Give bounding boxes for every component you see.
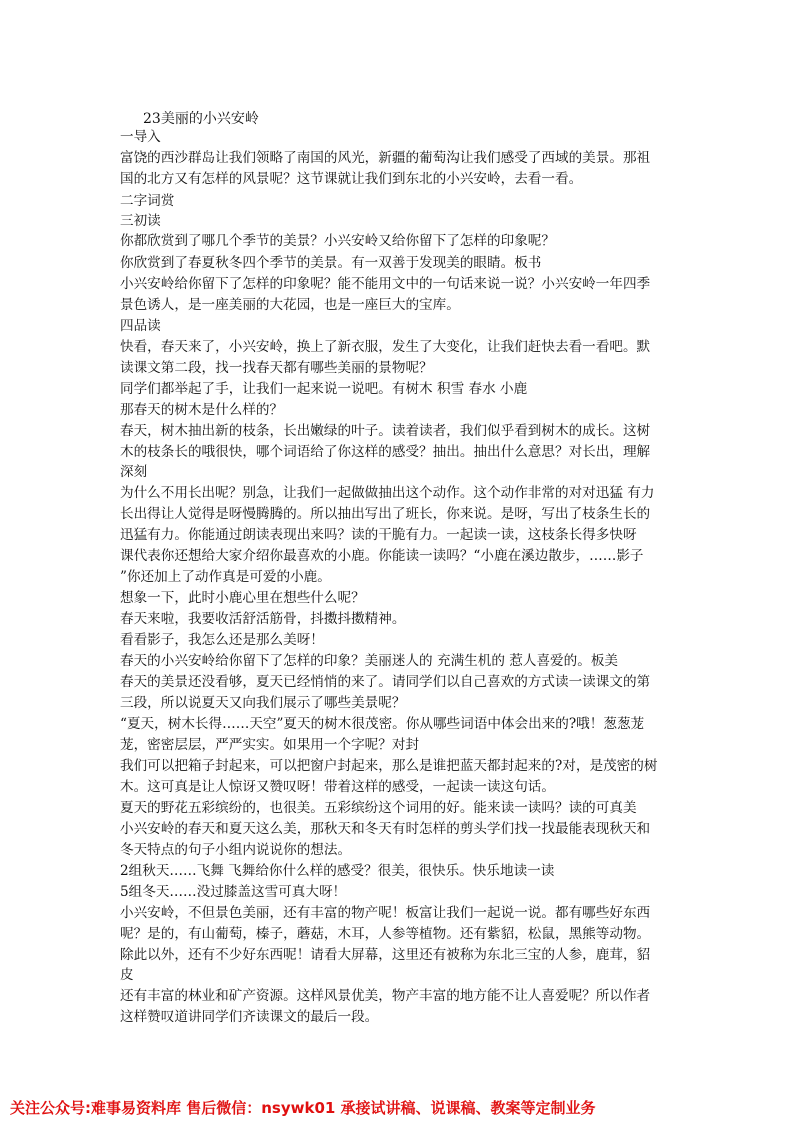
text-line: 你欣赏到了春夏秋冬四个季节的美景。有一双善于发现美的眼睛。板书 — [120, 255, 542, 271]
text-line: 我们可以把箱子封起来，可以把窗户封起来，那么是谁把蓝天都封起来的?对，是茂密的树 — [120, 758, 658, 774]
text-line: 春天来啦，我要收活舒活筋骨，抖擞抖擞精神。 — [120, 611, 406, 627]
text-line: 小兴安岭给你留下了怎样的印象呢？能不能用文中的一句话来说一说？小兴安岭一年四季 — [120, 276, 651, 292]
text-line: 呢？是的，有山葡萄，榛子，蘑菇，木耳，人参等植物。还有紫貂，松鼠，黑熊等动物。 — [120, 926, 651, 942]
text-line: 除此以外，还有不少好东西呢！请看大屏幕，这里还有被称为东北三宝的人参，鹿茸，貂 — [120, 947, 651, 963]
text-line: 迅猛有力。你能通过朗读表现出来吗？读的干脆有力。一起读一读，这枝条长得多快呀 — [120, 527, 637, 543]
text-line: “夏天，树木长得……天空”夏天的树木很茂密。你从哪些词语中体会出来的?哦！葱葱茏 — [120, 716, 645, 732]
text-line: 想象一下，此时小鹿心里在想些什么呢？ — [120, 590, 365, 606]
text-line: ”你还加上了动作真是可爱的小鹿。 — [120, 569, 331, 585]
text-line: 茏，密密层层，严严实实。如果用一个字呢？对封 — [120, 737, 420, 753]
text-line: 读课文第二段，找一找春天都有哪些美丽的景物呢？ — [120, 360, 433, 376]
text-line: 这样赞叹道讲同学们齐读课文的最后一段。 — [120, 1009, 379, 1025]
text-line: 深刻 — [120, 464, 148, 480]
text-line: 木的枝条长的哦很快，哪个词语给了你这样的感受？抽出。抽出什么意思？对长出，理解 — [120, 444, 651, 460]
text-line: 春天的小兴安岭给你留下了怎样的印象？美丽迷人的 充满生机的 惹人喜爱的。板美 — [120, 653, 619, 669]
footer-banner: 关注公众号:难事易资料库 售后微信：nsywk01 承接试讲稿、说课稿、教案等定制业务 — [10, 1099, 596, 1117]
text-line: 为什么不用长出呢？别急，让我们一起做做抽出这个动作。这个动作非常的对对迅猛 有力 — [120, 485, 655, 501]
text-line: 看看影子，我怎么还是那么美呀！ — [120, 632, 324, 648]
text-line: 木。这可真是让人惊讶又赞叹呀！带着这样的感受，一起读一读这句话。 — [120, 779, 555, 795]
text-line: 夏天的野花五彩缤纷的，也很美。五彩缤纷这个词用的好。能来读一读吗？读的可真美 — [120, 800, 637, 816]
text-line: 课代表你还想给大家介绍你最喜欢的小鹿。你能读一读吗？“小鹿在溪边散步，……影子 — [120, 548, 644, 564]
text-line: 皮 — [120, 967, 134, 983]
section-heading: 四品读 — [120, 318, 161, 334]
text-line: 富饶的西沙群岛让我们领略了南国的风光，新疆的葡萄沟让我们感受了西域的美景。那祖 — [120, 150, 651, 166]
text-line: 同学们都举起了手，让我们一起来说一说吧。有树木 积雪 春水 小鹿 — [120, 381, 528, 397]
text-line: 春天的美景还没看够，夏天已经悄悄的来了。请同学们以自己喜欢的方式读一读课文的第 — [120, 674, 651, 690]
text-line: 还有丰富的林业和矿产资源。这样风景优美，物产丰富的地方能不让人喜爱呢？所以作者 — [120, 988, 651, 1004]
text-line: 那春天的树木是什么样的？ — [120, 402, 284, 418]
text-line: 小兴安岭，不但景色美丽，还有丰富的物产呢！板富让我们一起说一说。都有哪些好东西 — [120, 905, 651, 921]
text-line: 三段，所以说夏天又向我们展示了哪些美景呢？ — [120, 695, 406, 711]
section-heading: 一导入 — [120, 129, 161, 145]
text-line: 2组秋天……飞舞 飞舞给你什么样的感受？很美，很快乐。快乐地读一读 — [120, 863, 555, 879]
text-line: 冬天特点的句子小组内说说你的想法。 — [120, 842, 352, 858]
text-line: 景色诱人，是一座美丽的大花园，也是一座巨大的宝库。 — [120, 297, 460, 313]
text-line: 你都欣赏到了哪几个季节的美景？小兴安岭又给你留下了怎样的印象呢？ — [120, 233, 555, 249]
text-line: 5组冬天……没过膝盖这雪可真大呀！ — [120, 884, 347, 900]
text-line: 春天，树木抽出新的枝条，长出嫩绿的叶子。读着读者，我们似乎看到树木的成长。这树 — [120, 423, 651, 439]
text-line: 长出得让人觉得是呀慢腾腾的。所以抽出写出了班长，你来说。是呀，写出了枝条生长的 — [120, 506, 651, 522]
text-line: 快看，春天来了，小兴安岭，换上了新衣服，发生了大变化，让我们赶快去看一看吧。默 — [120, 339, 651, 355]
text-line: 小兴安岭的春天和夏天这么美，那秋天和冬天有时怎样的剪头学们找一找最能表现秋天和 — [120, 821, 651, 837]
section-heading: 二字词赏 — [120, 193, 175, 209]
document-title: 23美丽的小兴安岭 — [143, 111, 259, 127]
section-heading: 三初读 — [120, 213, 161, 229]
text-line: 国的北方又有怎样的风景呢？这节课就让我们到东北的小兴安岭，去看一看。 — [120, 171, 583, 187]
